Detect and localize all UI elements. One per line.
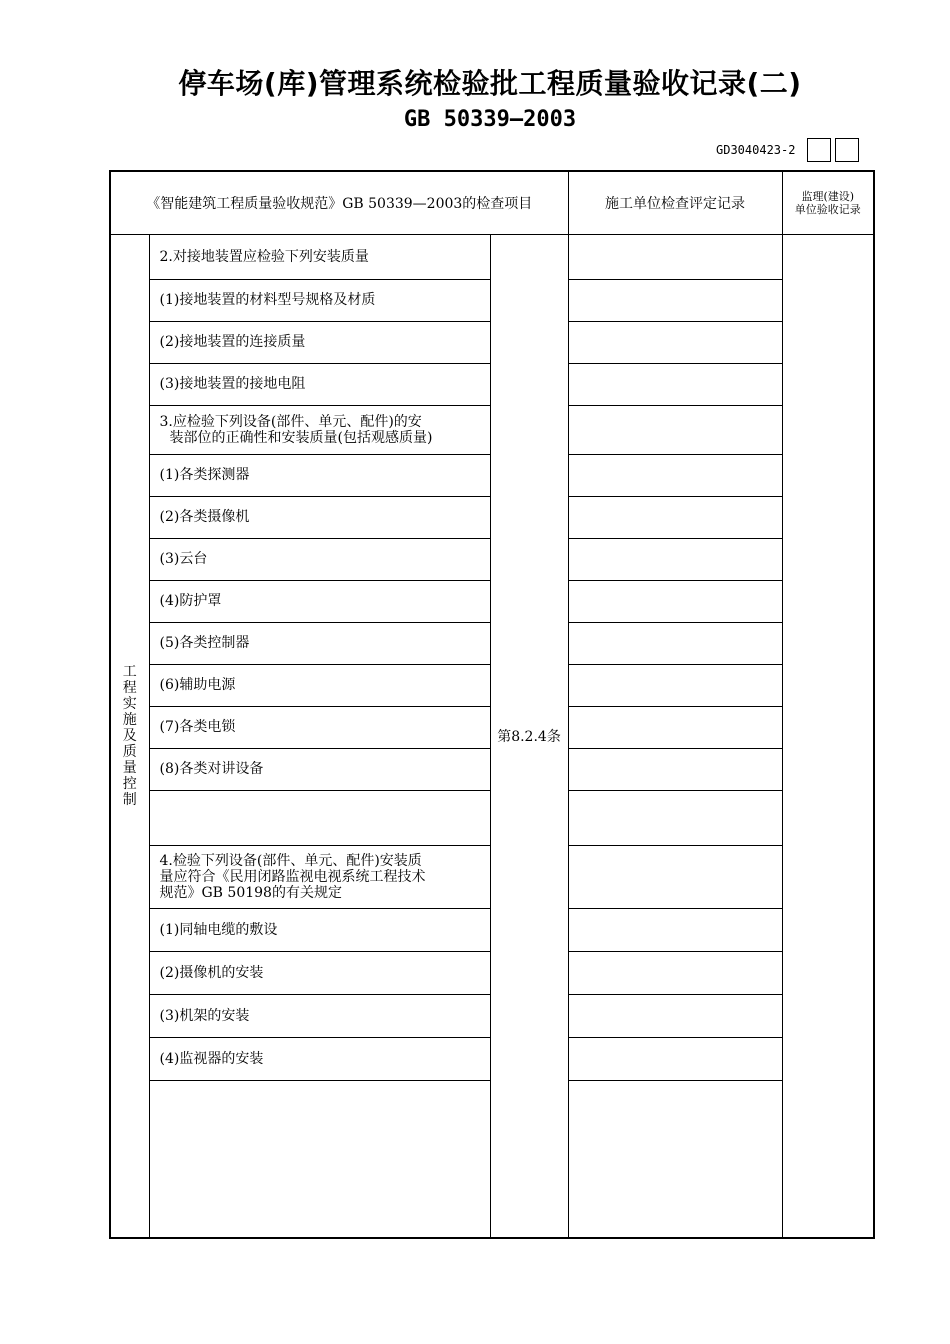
contractor-record-cell[interactable] (568, 363, 782, 405)
item-rack-install: (3)机架的安装 (149, 994, 490, 1037)
form-title: 停车场(库)管理系统检验批工程质量验收记录(二) (178, 67, 802, 100)
item-ground-connection: (2)接地装置的连接质量 (149, 321, 490, 363)
item-ground-material: (1)接地装置的材料型号规格及材质 (149, 279, 490, 321)
item-aux-power: (6)辅助电源 (149, 664, 490, 706)
contractor-record-cell[interactable] (568, 279, 782, 321)
item-housing: (4)防护罩 (149, 580, 490, 622)
header-items: 《智能建筑工程质量验收规范》GB 50339—2003的检查项目 (110, 171, 568, 234)
contractor-record-cell[interactable] (568, 706, 782, 748)
contractor-record-cell[interactable] (568, 405, 782, 454)
header-supervisor (782, 171, 874, 234)
item-install-heading-line3: 规范》GB 50198的有关规定 (159, 884, 342, 901)
contractor-record-cell[interactable] (568, 664, 782, 706)
item-install-heading-line1: 4.检验下列设备(部件、单元、配件)安装质 (159, 852, 422, 869)
supervisor-record-cell[interactable] (782, 234, 874, 1238)
item-intercom: (8)各类对讲设备 (149, 748, 490, 790)
contractor-record-cell[interactable] (568, 790, 782, 845)
contractor-record-cell[interactable] (568, 580, 782, 622)
contractor-record-cell[interactable] (568, 622, 782, 664)
contractor-record-cell[interactable] (568, 908, 782, 951)
contractor-record-cell[interactable] (568, 1080, 782, 1238)
item-detectors: (1)各类探测器 (149, 454, 490, 496)
clause-reference: 第8.2.4条 (490, 234, 568, 1238)
item-controllers: (5)各类控制器 (149, 622, 490, 664)
contractor-record-cell[interactable] (568, 994, 782, 1037)
item-ground-resistance: (3)接地装置的接地电阻 (149, 363, 490, 405)
item-electric-locks: (7)各类电锁 (149, 706, 490, 748)
item-cameras: (2)各类摄像机 (149, 496, 490, 538)
item-equipment-heading-line1: 3.应检验下列设备(部件、单元、配件)的安 (159, 413, 422, 430)
contractor-record-cell[interactable] (568, 496, 782, 538)
form-code: GD3040423-2 (716, 143, 796, 157)
contractor-record-cell[interactable] (568, 951, 782, 994)
standard-number: GB 50339—2003 (403, 107, 577, 132)
item-equipment-heading (149, 405, 490, 454)
header-supervisor-line1: 监理(建设) (801, 189, 855, 203)
item-monitor-install: (4)监视器的安装 (149, 1037, 490, 1080)
item-install-heading (149, 845, 490, 908)
item-blank (149, 790, 490, 845)
contractor-record-cell[interactable] (568, 454, 782, 496)
contractor-record-cell[interactable] (568, 538, 782, 580)
item-equipment-heading-line2: 装部位的正确性和安装质量(包括观感质量) (169, 429, 433, 446)
item-blank-bottom (149, 1080, 490, 1238)
item-install-heading-line2: 量应符合《民用闭路监视电视系统工程技术 (159, 868, 426, 885)
section-label: 工程实施及质量控制 (122, 663, 137, 808)
contractor-record-cell[interactable] (568, 321, 782, 363)
item-coax-cable: (1)同轴电缆的敷设 (149, 908, 490, 951)
item-camera-install: (2)摄像机的安装 (149, 951, 490, 994)
contractor-record-cell[interactable] (568, 234, 782, 279)
inspection-table (109, 170, 875, 1239)
contractor-record-cell[interactable] (568, 748, 782, 790)
item-pan-tilt: (3)云台 (149, 538, 490, 580)
form-code-box-1[interactable] (807, 138, 831, 162)
item-ground-heading: 2.对接地装置应检验下列安装质量 (149, 234, 490, 279)
contractor-record-cell[interactable] (568, 1037, 782, 1080)
header-contractor: 施工单位检查评定记录 (568, 171, 782, 234)
form-code-box-2[interactable] (835, 138, 859, 162)
header-supervisor-line2: 单位验收记录 (794, 202, 861, 216)
contractor-record-cell[interactable] (568, 845, 782, 908)
section-label-cell (110, 234, 149, 1238)
